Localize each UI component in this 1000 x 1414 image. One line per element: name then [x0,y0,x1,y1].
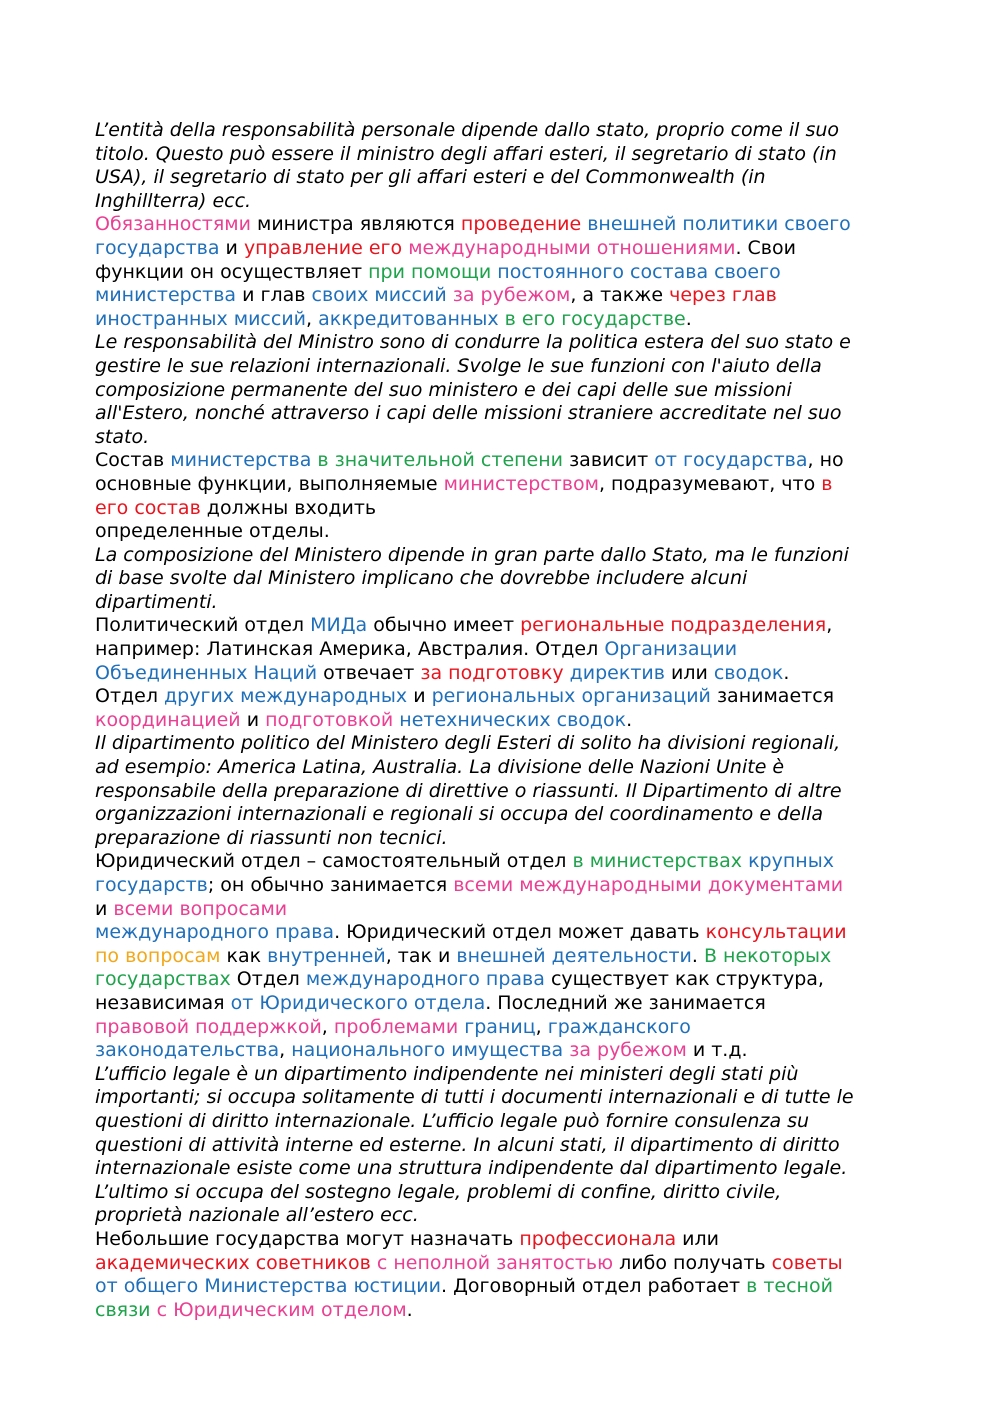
text-run: , [321,1015,334,1038]
text-run: gestire le sue relazioni internazionali. Svolge le sue funzioni con l'aiuto della [95,354,822,377]
text-run: L’ufficio legale è un dipartimento indipendente nei ministeri degli stati più [95,1062,799,1085]
text-line [95,591,218,613]
highlighted-term: всеми вопросами [113,897,288,920]
text-run: обычно имеет [367,614,521,637]
highlighted-term: Министерства юстиции [204,1275,441,1298]
text-run: responsabile della preparazione di direttive o riassunti. Il Dipartimento di altre [95,779,842,802]
highlighted-term: национального имущества [291,1039,564,1062]
text-line [95,1157,847,1179]
highlighted-term: государства [95,236,220,259]
highlighted-term: государствах [95,968,231,991]
highlighted-term: в его государстве [504,307,686,330]
text-run: organizzazioni internazionali e regionali si occupa del coordinamento e della [95,803,824,826]
text-run: либо получать [613,1251,772,1274]
highlighted-term: региональных организаций [431,685,711,708]
text-run: , [279,1039,292,1062]
highlighted-term: министерства [95,284,237,307]
text-run: должны входить [200,496,377,519]
text-run: функции он осуществляет [95,260,369,283]
text-run: зависит [563,449,655,472]
highlighted-term: при помощи [368,260,492,283]
text-run: . Договорный отдел работает [440,1275,747,1298]
highlighted-term: за рубежом [452,284,571,307]
text-line [95,1134,840,1156]
highlighted-term: министерством [443,472,599,495]
text-line [95,213,851,235]
text-run: и [407,685,432,708]
text-run: ad esempio: America Latina, Australia. La divisione delle Nazioni Unite è [95,756,785,779]
highlighted-term: по вопросам [95,944,221,967]
document-page [95,119,907,1322]
text-line [95,1063,798,1085]
text-line [95,1086,854,1108]
highlighted-term: профессионала [519,1227,677,1250]
highlighted-term: границ [464,1015,536,1038]
highlighted-term: всеми международными документами [453,874,844,896]
text-run: . Свои [735,236,796,259]
highlighted-term: Обязанностями [95,213,251,236]
highlighted-term: МИДа [310,614,368,637]
text-line [95,945,831,967]
text-line [95,614,832,636]
text-run: titolo. Questo può essere il ministro degli affari esteri, il segretario di stato (in [95,142,837,165]
text-run: и [95,897,114,920]
text-run: Inghillterra) ecc. [95,189,252,212]
text-line [95,1016,691,1038]
highlighted-term: в значительной степени [317,449,564,472]
text-run: и т.д. [686,1039,748,1062]
russian-paragraph [95,213,907,331]
text-line [95,473,832,495]
highlighted-term: региональные подразделения [520,614,827,637]
text-line [95,968,824,990]
highlighted-term: правовой поддержкой [95,1015,322,1038]
text-run: определенные отделы. [95,520,330,543]
text-run: questioni di diritto internazionale. L’ufficio legale può fornire consulenza su [95,1109,810,1132]
highlighted-term: в тесной [746,1275,833,1298]
highlighted-term: от государства [654,449,808,472]
text-run: Политический отдел [95,614,311,637]
text-run: . [783,661,790,684]
text-run: или [676,1227,720,1250]
highlighted-term: нетехнических сводок [399,708,627,731]
highlighted-term: внешней политики своего [587,213,851,236]
highlighted-term: гражданского [547,1015,691,1038]
highlighted-term: директив [569,661,665,684]
text-line [95,119,839,141]
text-run: preparazione di riassunti non tecnici. [95,826,448,849]
highlighted-term: государств [95,874,208,896]
text-line [95,1204,419,1226]
italian-paragraph [95,1063,907,1228]
highlighted-term: советы [771,1251,843,1274]
text-line [95,355,822,377]
text-run: или [664,661,714,684]
text-run: Il dipartimento politico del Ministero degli Esteri di solito ha divisioni regionali, [95,732,841,755]
text-run: all'Estero, nonché attraverso i capi delle missioni straniere accreditate nel suo [95,402,842,425]
highlighted-term: министерства [170,449,312,472]
text-run: отвечает [317,661,421,684]
text-run: . [626,708,633,731]
text-run: Состав [95,449,171,472]
text-line [95,379,792,401]
text-run: , подразумевают, что [598,472,822,495]
text-run: ; он обычно занимается [207,874,454,896]
text-run: и [219,236,244,259]
text-run: , но [807,449,844,472]
text-line [95,685,834,707]
highlighted-term: крупных [748,850,834,873]
russian-paragraph [95,1228,907,1322]
text-run: Le responsabilità del Ministro sono di condurre la politica estera del suo stato e [95,331,851,354]
text-run: stato. [95,425,150,448]
highlighted-term: проведение [460,213,582,236]
highlighted-term: консультации [705,921,847,944]
highlighted-term: внутренней [267,944,386,967]
highlighted-term: связи [95,1298,151,1321]
text-line [95,449,844,471]
highlighted-term: В некоторых [703,944,832,967]
text-line [95,1252,843,1274]
text-run: dipartimenti. [95,590,218,613]
text-line [95,1181,781,1203]
text-run: основные функции, выполняемые [95,472,444,495]
highlighted-term: в министерствах [572,850,743,873]
highlighted-term: Объединенных Наций [95,661,318,684]
text-line [95,1039,748,1061]
russian-paragraph [95,850,907,1062]
highlighted-term: от Юридического отдела [230,991,486,1014]
text-run: как [220,944,268,967]
text-line [95,1299,413,1321]
italian-paragraph [95,331,907,449]
text-line [95,850,834,872]
text-line [95,544,849,566]
text-line [95,166,766,188]
text-run: Отдел [230,968,306,991]
text-line [95,520,330,542]
text-run: , а также [570,284,670,307]
highlighted-term: международного права [305,968,545,991]
highlighted-term: в [821,472,833,495]
text-run: internazionale esiste come una struttura indipendente dal dipartimento legale. [95,1157,848,1180]
text-line [95,756,784,778]
text-run: composizione permanente del suo ministero e dei capi delle sue missioni [95,378,792,401]
text-line [95,237,796,259]
text-run: di base svolte dal Ministero implicano che dovrebbe includere alcuni [95,567,748,590]
text-run: министра являются [250,213,461,236]
text-line [95,662,789,684]
highlighted-term: его состав [95,496,201,519]
highlighted-term: от общего [95,1275,199,1298]
text-line [95,1110,809,1132]
highlighted-term: через глав [669,284,777,307]
text-line [95,497,376,519]
highlighted-term: международного права [95,921,335,944]
text-run: занимается [710,685,835,708]
text-run: , так и [385,944,457,967]
text-line [95,261,781,283]
text-run: . [691,944,704,967]
text-run: L’ultimo si occupa del sostegno legale, problemi di confine, diritto civile, [95,1180,782,1203]
text-line [95,143,837,165]
text-run: questioni di attività interne ed esterne. In alcuni stati, il dipartimento di diritto [95,1133,840,1156]
text-line [95,190,251,212]
text-run: Небольшие государства могут назначать [95,1227,520,1250]
text-line [95,284,777,306]
text-run: , [826,614,833,637]
italian-paragraph [95,732,907,850]
highlighted-term: за подготовку [420,661,564,684]
text-line [95,732,840,754]
text-line [95,1275,833,1297]
text-line [95,1228,719,1250]
highlighted-term: внешней деятельности [456,944,692,967]
highlighted-term: сводок [713,661,784,684]
highlighted-term: аккредитованных [318,307,499,330]
text-run: и [240,708,266,731]
highlighted-term: иностранных миссий [95,307,307,330]
text-run: существует как структура, [544,968,824,991]
text-run: . [406,1298,413,1321]
text-line [95,874,843,896]
text-line [95,567,747,589]
text-run: и глав [236,284,312,307]
italian-paragraph [95,544,907,615]
text-line [95,921,847,943]
text-run: , [535,1015,548,1038]
text-run: . [685,307,692,330]
highlighted-term: подготовкой [265,708,394,731]
highlighted-term: проблемами [333,1015,459,1038]
text-run: . Юридический отдел может давать [334,921,706,944]
highlighted-term: управление его [243,236,403,259]
text-line [95,709,632,731]
highlighted-term: постоянного состава своего [497,260,781,283]
highlighted-term: других международных [164,685,408,708]
text-line [95,426,149,448]
text-run: , [306,307,319,330]
highlighted-term: международными отношениями [408,236,736,259]
text-line [95,992,766,1014]
highlighted-term: академических советников [95,1251,371,1274]
text-line [95,308,692,330]
highlighted-term: координацией [95,708,241,731]
text-run: Юридический отдел – самостоятельный отдел [95,850,573,873]
russian-paragraph [95,449,907,543]
text-run: независимая [95,991,231,1014]
highlighted-term: Организации [604,638,738,661]
text-run: L’entità della responsabilità personale dipende dallo stato, proprio come il suo [95,119,840,141]
highlighted-term: с Юридическим отделом [156,1298,407,1321]
text-run: Отдел [95,685,165,708]
text-line [95,898,287,920]
text-line [95,331,851,353]
highlighted-term: с неполной занятостью [376,1251,614,1274]
highlighted-term: законодательства [95,1039,280,1062]
text-run: USA), il segretario di stato per gli affari esteri e del Commonwealth (in [95,166,766,189]
text-run: например: Латинская Америка, Австралия. Отдел [95,638,605,661]
highlighted-term: за рубежом [569,1039,687,1062]
russian-paragraph [95,614,907,732]
text-line [95,780,842,802]
text-run: La composizione del Ministero dipende in gran parte dallo Stato, ma le funzioni [95,543,849,566]
text-line [95,638,737,660]
text-line [95,827,448,849]
highlighted-term: своих миссий [311,284,447,307]
text-line [95,402,842,424]
text-run: importanti; si occupa solitamente di tutti i documenti internazionali e di tutte le [95,1086,854,1109]
italian-paragraph [95,119,907,213]
text-run: proprietà nazionale all’estero ecc. [95,1204,419,1227]
text-run: . Последний же занимается [485,991,766,1014]
text-line [95,803,823,825]
